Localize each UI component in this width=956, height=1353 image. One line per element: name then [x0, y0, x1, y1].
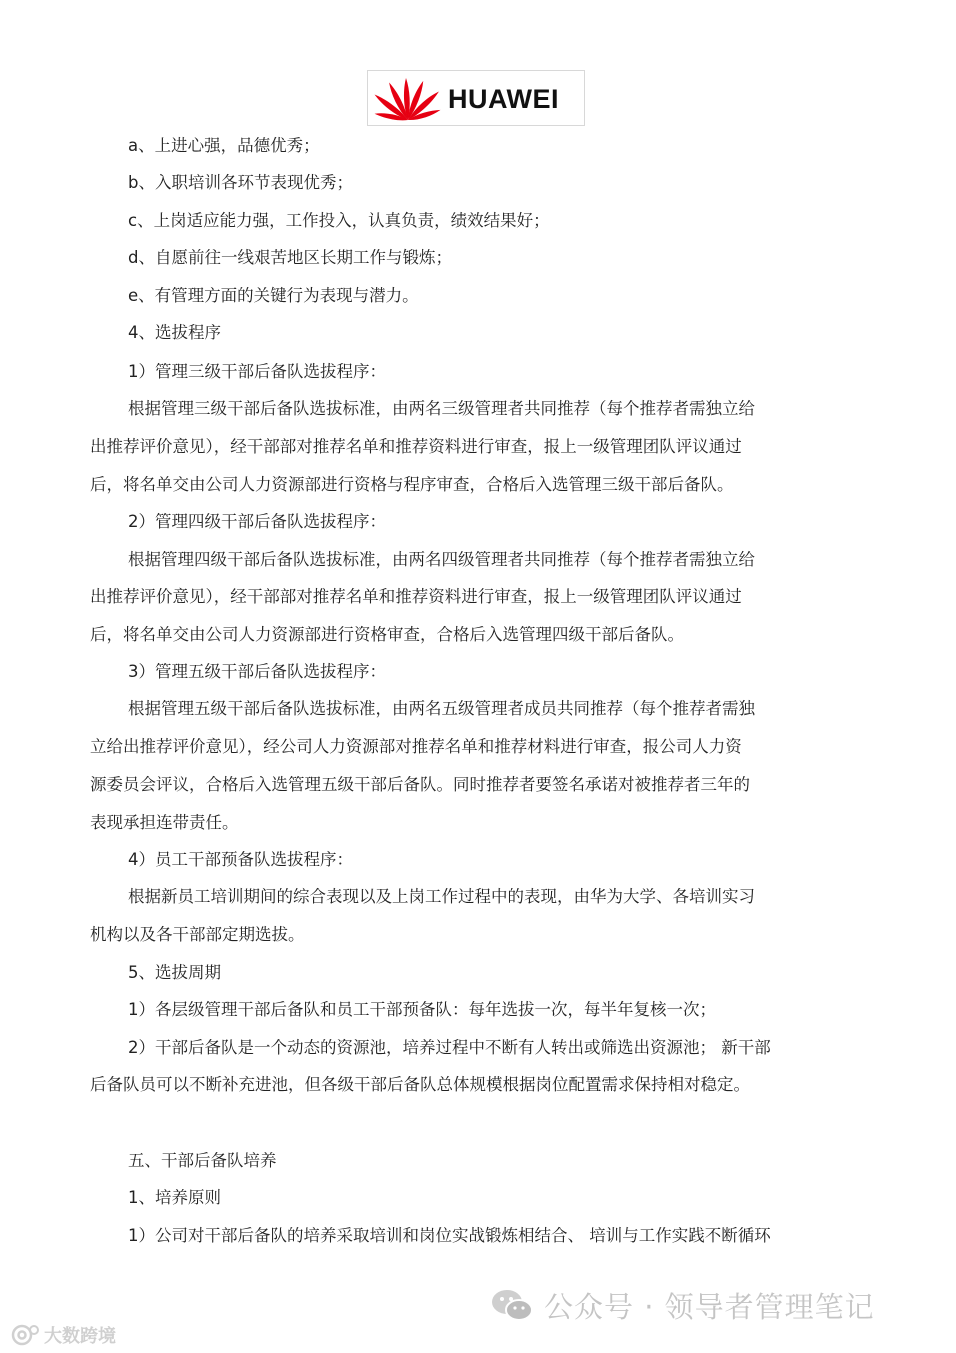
- list-item-c: c、上岗适应能力强，工作投入，认真负责，绩效结果好；: [128, 211, 550, 230]
- paragraph-line: 后，将名单交由公司人力资源部进行资格审查，合格后入选管理四级干部后备队。: [90, 625, 684, 644]
- paragraph-line: 根据新员工培训期间的综合表现以及上岗工作过程中的表现，由华为大学、各培训实习: [128, 887, 755, 906]
- at-icon: [10, 1323, 40, 1347]
- section-heading-selection-procedure: 4、选拔程序: [128, 323, 221, 342]
- huawei-logo: [367, 70, 585, 126]
- watermark-text: 公众号 · 领导者管理笔记: [544, 1289, 875, 1324]
- list-item-b: b、入职培训各环节表现优秀；: [128, 173, 353, 192]
- wechat-icon: [490, 1287, 534, 1323]
- paragraph-line: 出推荐评价意见），经干部部对推荐名单和推荐资料进行审查，报上一级管理团队评议通过: [90, 587, 742, 606]
- huawei-flower-icon: [372, 74, 444, 124]
- paragraph-line: 根据管理三级干部后备队选拔标准，由两名三级管理者共同推荐（每个推荐者需独立给: [128, 399, 755, 418]
- paragraph-line: 后，将名单交由公司人力资源部进行资格与程序审查，合格后入选管理三级干部后备队。: [90, 475, 734, 494]
- corner-watermark-text: 大数跨境: [44, 1326, 116, 1347]
- list-item-d: d、自愿前往一线艰苦地区长期工作与锻炼；: [128, 248, 452, 267]
- wechat-watermark: [490, 1285, 875, 1325]
- paragraph-line: 机构以及各干部部定期选拔。: [90, 925, 305, 944]
- subheading-employee-reserve: 4）员工干部预备队选拔程序：: [128, 850, 353, 869]
- paragraph-line: 后备队员可以不断补充进池，但各级干部后备队总体规模根据岗位配置需求保持相对稳定。: [90, 1075, 750, 1094]
- paragraph-line: 源委员会评议，合格后入选管理五级干部后备队。同时推荐者要签名承诺对被推荐者三年的: [90, 775, 750, 794]
- paragraph-line: 出推荐评价意见），经干部部对推荐名单和推荐资料进行审查，报上一级管理团队评议通过: [90, 437, 742, 456]
- paragraph-line: 1）公司对干部后备队的培养采取培训和岗位实战锻炼相结合、 培训与工作实践不断循环: [128, 1226, 771, 1245]
- paragraph-line: 2）干部后备队是一个动态的资源池，培养过程中不断有人转出或筛选出资源池； 新干部: [128, 1038, 771, 1057]
- paragraph-line: 表现承担连带责任。: [90, 813, 239, 832]
- subheading-level5: 3）管理五级干部后备队选拔程序：: [128, 662, 386, 681]
- paragraph-line: 根据管理四级干部后备队选拔标准，由两名四级管理者共同推荐（每个推荐者需独立给: [128, 550, 755, 569]
- subheading-level4: 2）管理四级干部后备队选拔程序：: [128, 512, 386, 531]
- list-item-e: e、有管理方面的关键行为表现与潜力。: [128, 286, 419, 305]
- subheading-level3: 1）管理三级干部后备队选拔程序：: [128, 362, 386, 381]
- paragraph-line: 1）各层级管理干部后备队和员工干部预备队：每年选拔一次，每半年复核一次；: [128, 1000, 716, 1019]
- section-heading-training-principle: 1、培养原则: [128, 1188, 221, 1207]
- section-heading-selection-cycle: 5、选拔周期: [128, 963, 221, 982]
- huawei-logo-text: HUAWEI: [448, 84, 559, 114]
- chapter-heading-training: 五、干部后备队培养: [128, 1151, 277, 1170]
- corner-watermark: [10, 1322, 116, 1348]
- paragraph-line: 立给出推荐评价意见），经公司人力资源部对推荐名单和推荐材料进行审查，报公司人力资: [90, 737, 742, 756]
- list-item-a: a、上进心强，品德优秀；: [128, 136, 320, 155]
- paragraph-line: 根据管理五级干部后备队选拔标准，由两名五级管理者成员共同推荐（每个推荐者需独: [128, 699, 755, 718]
